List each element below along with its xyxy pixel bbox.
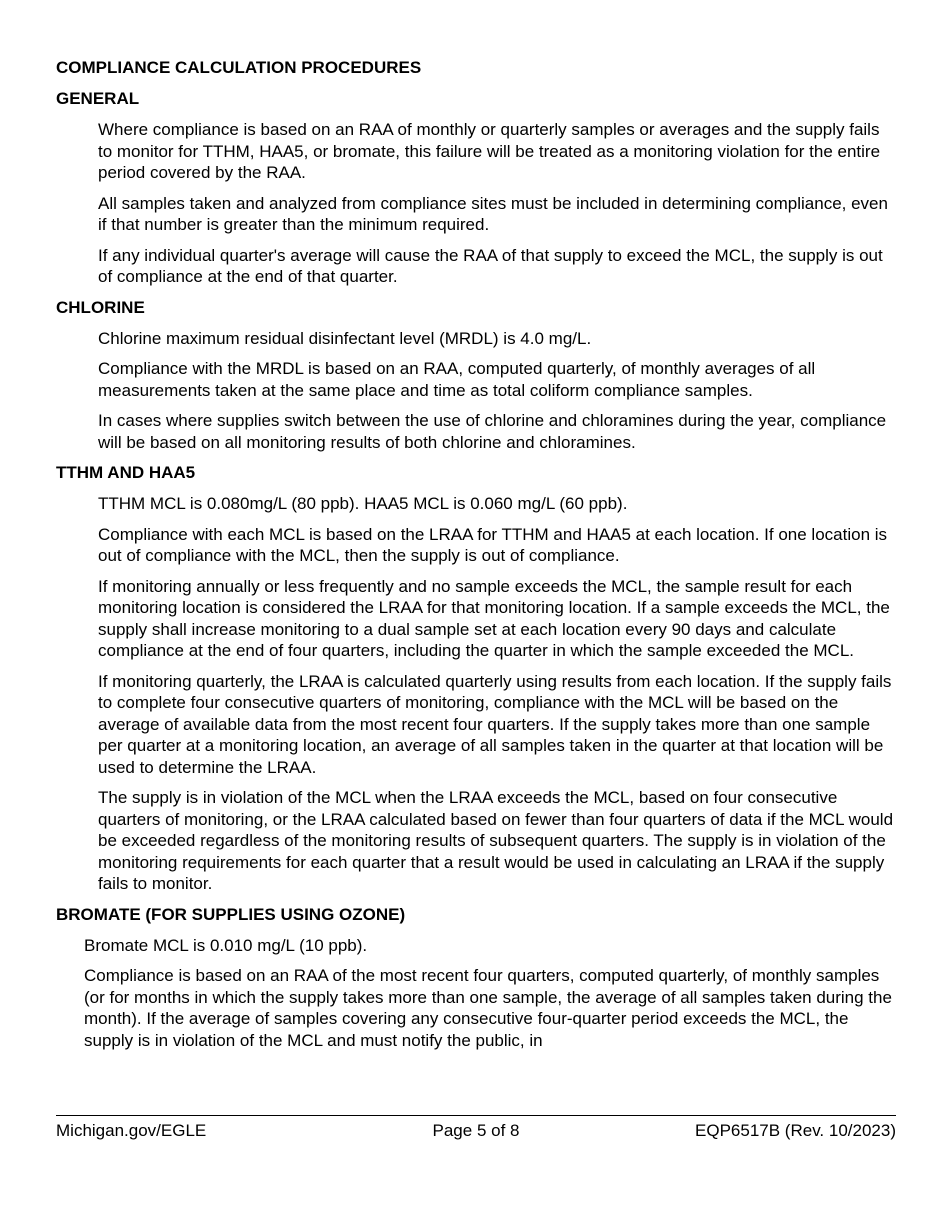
tthm-paragraph-2: Compliance with each MCL is based on the LRAA for TTHM and HAA5 at each location. If one location is out of compliance with the MCL, then the supply is out of compliance. (98, 524, 888, 565)
tthm-paragraph-1: TTHM MCL is 0.080mg/L (80 ppb). HAA5 MCL is 0.060 mg/L (60 ppb). (98, 494, 628, 513)
document-body (56, 57, 898, 1060)
section-heading-general: GENERAL (56, 89, 140, 108)
general-paragraph-3: If any individual quarter's average will cause the RAA of that supply to exceed the MCL, the supply is out of compliance at the end of that quarter. (98, 245, 883, 286)
tthm-paragraph-4: If monitoring quarterly, the LRAA is calculated quarterly using results from each location. If the supply fails to complete four consecutive quarters of monitoring, compliance with the MCL will be based on the average of available data from the most recent four quarters. If the supply takes more than one sample per quarter at a monitoring location, an average of all samples taken in the quarter at that location will be used to determine the LRAA. (98, 671, 892, 777)
section-tthm-haa5 (56, 462, 898, 895)
section-bromate (56, 904, 898, 1052)
chlorine-paragraph-1: Chlorine maximum residual disinfectant level (MRDL) is 4.0 mg/L. (98, 328, 592, 348)
section-heading-chlorine: CHLORINE (56, 297, 145, 317)
section-chlorine (56, 297, 898, 454)
chlorine-paragraph-3: In cases where supplies switch between the use of chlorine and chloramines during the year, compliance will be based on all monitoring results of both chlorine and chloramines. (98, 411, 887, 452)
tthm-paragraph-3: If monitoring annually or less frequently and no sample exceeds the MCL, the sample result for each monitoring location is considered the LRAA for that monitoring location. If a sample exceeds the MCL, the supply shall increase monitoring to a dual sample set at each location every 90 days and calculate compliance at the end of four quarters, including the quarter in which the sample exceeded the MCL. (98, 576, 890, 660)
footer-website-link[interactable]: Michigan.gov/EGLE (56, 1121, 207, 1140)
tthm-paragraph-5: The supply is in violation of the MCL when the LRAA exceeds the MCL, based on four consecutive quarters of monitoring, or the LRAA calculated based on fewer than four quarters of data if the MCL would be exceeded regardless of the monitoring results of subsequent quarters. The supply is in violation of the monitoring requirements for each quarter that a result would be used in calculating an LRAA if the supply fails to monitor. (98, 788, 894, 893)
chlorine-paragraph-2: Compliance with the MRDL is based on an RAA, computed quarterly, of monthly averages of all measurements taken at the same place and time as total coliform compliance samples. (98, 359, 816, 400)
general-paragraph-1: Where compliance is based on an RAA of monthly or quarterly samples or averages and the supply fails to monitor for TTHM, HAA5, or bromate, this failure will be treated as a monitoring violation for the entire period covered by the RAA. (98, 120, 881, 182)
section-general (56, 88, 898, 288)
document-title: COMPLIANCE CALCULATION PROCEDURES (56, 58, 422, 77)
section-heading-bromate: BROMATE (FOR SUPPLIES USING OZONE) (56, 904, 406, 924)
footer-page-number: Page 5 of 8 (432, 1121, 520, 1140)
footer-form-number: EQP6517B (Rev. 10/2023) (695, 1121, 896, 1140)
general-paragraph-2: All samples taken and analyzed from compliance sites must be included in determining compliance, even if that number is greater than the minimum required. (98, 193, 888, 234)
section-heading-tthm-haa5: TTHM AND HAA5 (56, 463, 196, 482)
bromate-paragraph-1: Bromate MCL is 0.010 mg/L (10 ppb). (84, 935, 368, 955)
bromate-paragraph-2: Compliance is based on an RAA of the most recent four quarters, computed quarterly, of monthly samples (or for months in which the supply takes more than one sample, the average of all samples taken during the month). If the average of samples covering any consecutive four-quarter period exceeds the MCL, the supply is in violation of the MCL and must notify the public, in (84, 966, 892, 1050)
page-footer (56, 1115, 896, 1141)
